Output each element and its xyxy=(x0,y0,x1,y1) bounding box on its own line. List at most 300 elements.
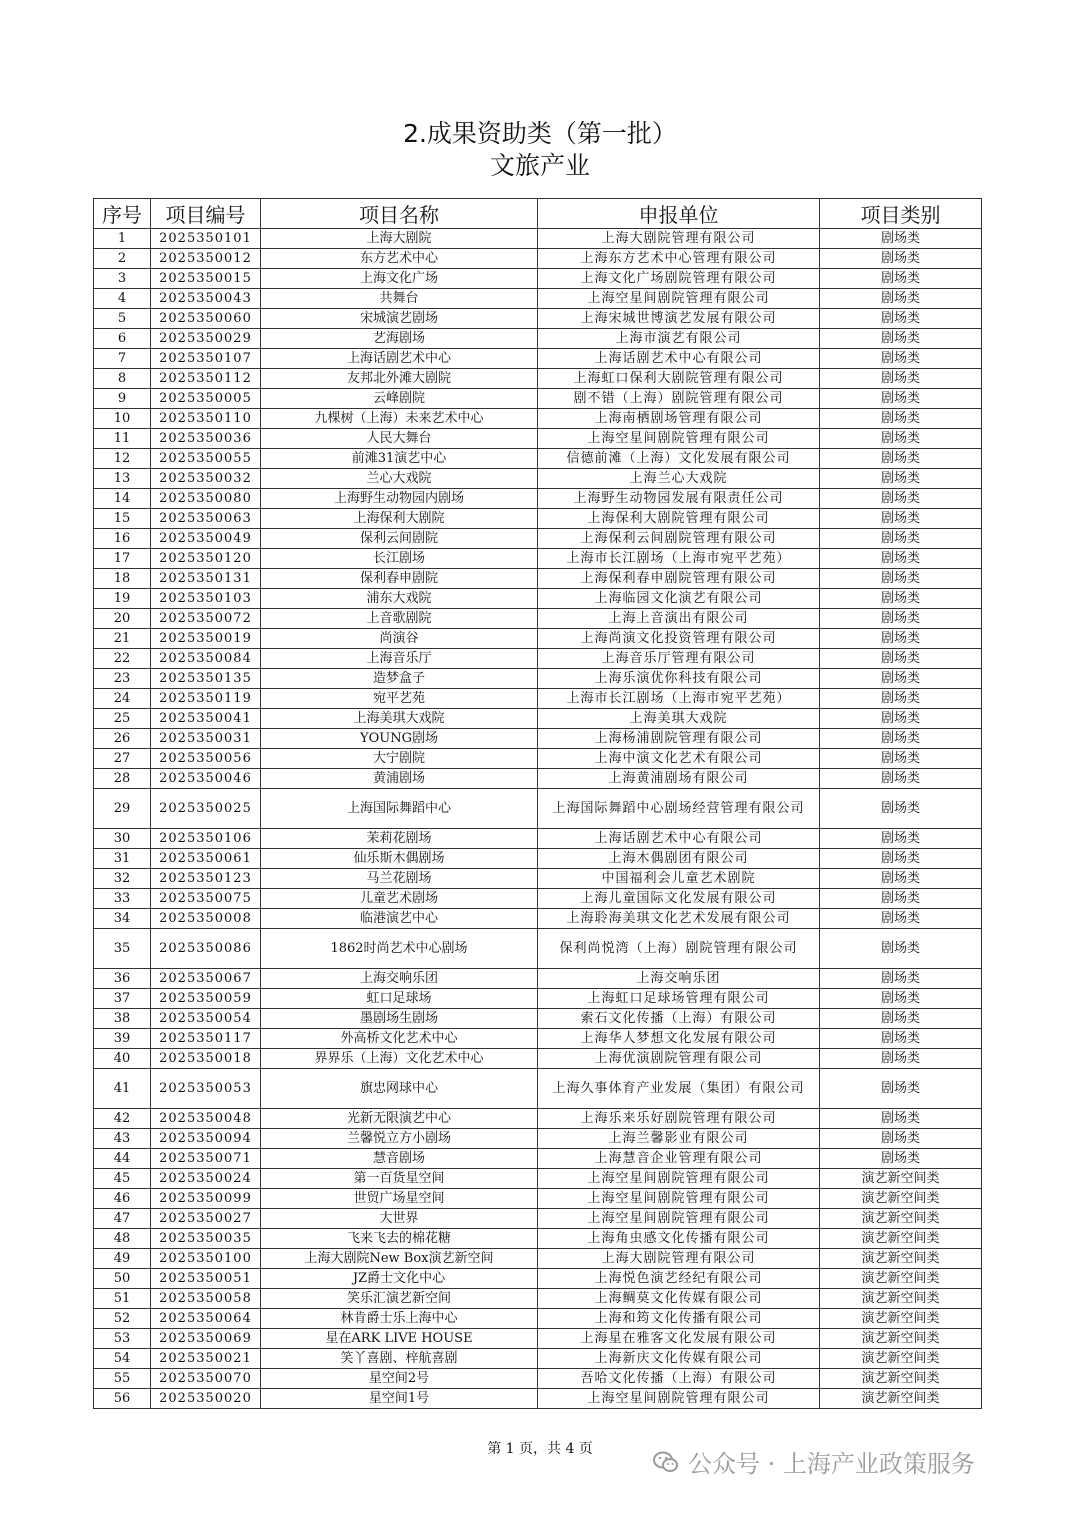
project-code: 2025350131 xyxy=(151,569,261,589)
table-row xyxy=(94,429,982,449)
applicant-unit: 上海乐演优你科技有限公司 xyxy=(538,669,820,689)
row-index: 13 xyxy=(94,469,151,489)
project-category: 演艺新空间类 xyxy=(820,1309,982,1329)
project-category: 剧场类 xyxy=(820,409,982,429)
project-code: 2025350018 xyxy=(151,1049,261,1069)
project-code: 2025350027 xyxy=(151,1209,261,1229)
project-category: 剧场类 xyxy=(820,1049,982,1069)
project-code: 2025350032 xyxy=(151,469,261,489)
applicant-unit: 上海野生动物园发展有限责任公司 xyxy=(538,489,820,509)
applicant-unit: 上海新庆文化传媒有限公司 xyxy=(538,1349,820,1369)
project-name: 茉莉花剧场 xyxy=(261,829,538,849)
project-code: 2025350041 xyxy=(151,709,261,729)
table-row xyxy=(94,509,982,529)
project-name: 上海话剧艺术中心 xyxy=(261,349,538,369)
project-category: 剧场类 xyxy=(820,429,982,449)
project-code: 2025350071 xyxy=(151,1149,261,1169)
applicant-unit: 上海市长江剧场（上海市宛平艺苑） xyxy=(538,689,820,709)
row-index: 4 xyxy=(94,289,151,309)
project-category: 剧场类 xyxy=(820,1109,982,1129)
project-name: 第一百货星空间 xyxy=(261,1169,538,1189)
applicant-unit: 上海话剧艺术中心有限公司 xyxy=(538,349,820,369)
project-name: 上海交响乐团 xyxy=(261,969,538,989)
project-category: 演艺新空间类 xyxy=(820,1269,982,1289)
project-category: 剧场类 xyxy=(820,529,982,549)
project-category: 剧场类 xyxy=(820,689,982,709)
project-name: 笑乐汇演艺新空间 xyxy=(261,1289,538,1309)
table-row xyxy=(94,689,982,709)
project-category: 演艺新空间类 xyxy=(820,1249,982,1269)
project-name: 保利云间剧院 xyxy=(261,529,538,549)
row-index: 51 xyxy=(94,1289,151,1309)
row-index: 5 xyxy=(94,309,151,329)
project-name: 界界乐（上海）文化艺术中心 xyxy=(261,1049,538,1069)
applicant-unit: 上海市长江剧场（上海市宛平艺苑） xyxy=(538,549,820,569)
column-header-index: 序号 xyxy=(94,199,151,229)
project-code: 2025350103 xyxy=(151,589,261,609)
project-name: 大宁剧院 xyxy=(261,749,538,769)
project-code: 2025350046 xyxy=(151,769,261,789)
applicant-unit: 上海临园文化演艺有限公司 xyxy=(538,589,820,609)
applicant-unit: 上海悦色演艺经纪有限公司 xyxy=(538,1269,820,1289)
project-name: 尚演谷 xyxy=(261,629,538,649)
project-name: 长江剧场 xyxy=(261,549,538,569)
table-row xyxy=(94,529,982,549)
row-index: 18 xyxy=(94,569,151,589)
project-name: 笑丫喜剧、梓航喜剧 xyxy=(261,1349,538,1369)
row-index: 39 xyxy=(94,1029,151,1049)
project-name: 仙乐斯木偶剧场 xyxy=(261,849,538,869)
project-code: 2025350075 xyxy=(151,889,261,909)
table-row xyxy=(94,569,982,589)
project-category: 演艺新空间类 xyxy=(820,1349,982,1369)
table-row xyxy=(94,909,982,929)
row-index: 42 xyxy=(94,1109,151,1129)
table-row xyxy=(94,1289,982,1309)
project-category: 剧场类 xyxy=(820,669,982,689)
table-row xyxy=(94,1229,982,1249)
project-category: 剧场类 xyxy=(820,249,982,269)
table-row xyxy=(94,629,982,649)
project-name: 儿童艺术剧场 xyxy=(261,889,538,909)
project-category: 剧场类 xyxy=(820,749,982,769)
table-row xyxy=(94,289,982,309)
project-category: 剧场类 xyxy=(820,1029,982,1049)
table-row xyxy=(94,1149,982,1169)
row-index: 34 xyxy=(94,909,151,929)
applicant-unit: 上海儿童国际文化发展有限公司 xyxy=(538,889,820,909)
project-category: 剧场类 xyxy=(820,349,982,369)
applicant-unit: 上海文化广场剧院管理有限公司 xyxy=(538,269,820,289)
project-name: 上海音乐厅 xyxy=(261,649,538,669)
applicant-unit: 上海空星间剧院管理有限公司 xyxy=(538,1189,820,1209)
table-row xyxy=(94,229,982,249)
project-category: 演艺新空间类 xyxy=(820,1369,982,1389)
applicant-unit: 上海星在雅客文化发展有限公司 xyxy=(538,1329,820,1349)
project-name: 上海大剧院 xyxy=(261,229,538,249)
row-index: 7 xyxy=(94,349,151,369)
project-name: 星在ARK LIVE HOUSE xyxy=(261,1329,538,1349)
table-row xyxy=(94,1329,982,1349)
row-index: 22 xyxy=(94,649,151,669)
row-index: 48 xyxy=(94,1229,151,1249)
applicant-unit: 上海乐来乐好剧院管理有限公司 xyxy=(538,1109,820,1129)
applicant-unit: 上海中演文化艺术有限公司 xyxy=(538,749,820,769)
project-category: 剧场类 xyxy=(820,929,982,969)
project-category: 剧场类 xyxy=(820,969,982,989)
project-category: 剧场类 xyxy=(820,469,982,489)
table-row xyxy=(94,1209,982,1229)
row-index: 1 xyxy=(94,229,151,249)
table-row xyxy=(94,549,982,569)
table-row xyxy=(94,489,982,509)
table-row xyxy=(94,649,982,669)
project-code: 2025350110 xyxy=(151,409,261,429)
applicant-unit: 上海大剧院管理有限公司 xyxy=(538,229,820,249)
project-code: 2025350099 xyxy=(151,1189,261,1209)
project-code: 2025350025 xyxy=(151,789,261,829)
row-index: 2 xyxy=(94,249,151,269)
row-index: 54 xyxy=(94,1349,151,1369)
project-category: 演艺新空间类 xyxy=(820,1289,982,1309)
project-name: 上海大剧院New Box演艺新空间 xyxy=(261,1249,538,1269)
table-row xyxy=(94,1249,982,1269)
applicant-unit: 上海兰馨影业有限公司 xyxy=(538,1129,820,1149)
row-index: 11 xyxy=(94,429,151,449)
project-code: 2025350061 xyxy=(151,849,261,869)
project-code: 2025350031 xyxy=(151,729,261,749)
project-name: 墨剧场生剧场 xyxy=(261,1009,538,1029)
project-code: 2025350107 xyxy=(151,349,261,369)
table-row xyxy=(94,1309,982,1329)
project-category: 演艺新空间类 xyxy=(820,1169,982,1189)
project-name: 大世界 xyxy=(261,1209,538,1229)
row-index: 31 xyxy=(94,849,151,869)
row-index: 53 xyxy=(94,1329,151,1349)
table-row xyxy=(94,389,982,409)
table-row xyxy=(94,1049,982,1069)
project-category: 剧场类 xyxy=(820,589,982,609)
document-title: 2.成果资助类（第一批） xyxy=(403,119,677,148)
project-name: 共舞台 xyxy=(261,289,538,309)
applicant-unit: 上海美琪大戏院 xyxy=(538,709,820,729)
row-index: 30 xyxy=(94,829,151,849)
project-category: 剧场类 xyxy=(820,649,982,669)
project-name: YOUNG剧场 xyxy=(261,729,538,749)
project-name: 友邦北外滩大剧院 xyxy=(261,369,538,389)
row-index: 46 xyxy=(94,1189,151,1209)
applicant-unit: 上海虹口保利大剧院管理有限公司 xyxy=(538,369,820,389)
project-name: 慧音剧场 xyxy=(261,1149,538,1169)
applicant-unit: 上海木偶剧团有限公司 xyxy=(538,849,820,869)
table-row xyxy=(94,349,982,369)
project-category: 剧场类 xyxy=(820,729,982,749)
applicant-unit: 上海市演艺有限公司 xyxy=(538,329,820,349)
project-code: 2025350049 xyxy=(151,529,261,549)
applicant-unit: 上海空星间剧院管理有限公司 xyxy=(538,429,820,449)
project-category: 剧场类 xyxy=(820,309,982,329)
row-index: 23 xyxy=(94,669,151,689)
project-name: 上海文化广场 xyxy=(261,269,538,289)
row-index: 45 xyxy=(94,1169,151,1189)
row-index: 16 xyxy=(94,529,151,549)
project-category: 剧场类 xyxy=(820,989,982,1009)
project-name: 东方艺术中心 xyxy=(261,249,538,269)
table-row xyxy=(94,969,982,989)
project-code: 2025350054 xyxy=(151,1009,261,1029)
project-name: 临港演艺中心 xyxy=(261,909,538,929)
row-index: 25 xyxy=(94,709,151,729)
watermark-text: 公众号 · 上海产业政策服务 xyxy=(688,1450,975,1478)
applicant-unit: 上海保利春申剧院管理有限公司 xyxy=(538,569,820,589)
project-name: 上海美琪大戏院 xyxy=(261,709,538,729)
row-index: 56 xyxy=(94,1389,151,1409)
project-code: 2025350059 xyxy=(151,989,261,1009)
table-row xyxy=(94,789,982,829)
applicant-unit: 上海慧音企业管理有限公司 xyxy=(538,1149,820,1169)
table-row xyxy=(94,1349,982,1369)
row-index: 15 xyxy=(94,509,151,529)
row-index: 17 xyxy=(94,549,151,569)
project-category: 演艺新空间类 xyxy=(820,1229,982,1249)
project-name: 飞来飞去的棉花糖 xyxy=(261,1229,538,1249)
project-name: 马兰花剧场 xyxy=(261,869,538,889)
table-row xyxy=(94,1009,982,1029)
project-category: 剧场类 xyxy=(820,389,982,409)
project-code: 2025350048 xyxy=(151,1109,261,1129)
project-category: 剧场类 xyxy=(820,1009,982,1029)
column-header-code: 项目编号 xyxy=(151,199,261,229)
project-code: 2025350101 xyxy=(151,229,261,249)
row-index: 8 xyxy=(94,369,151,389)
row-index: 44 xyxy=(94,1149,151,1169)
project-name: 宋城演艺剧场 xyxy=(261,309,538,329)
project-name: 星空间2号 xyxy=(261,1369,538,1389)
project-code: 2025350080 xyxy=(151,489,261,509)
project-category: 剧场类 xyxy=(820,909,982,929)
table-row xyxy=(94,709,982,729)
applicant-unit: 上海黄浦剧场有限公司 xyxy=(538,769,820,789)
project-category: 剧场类 xyxy=(820,289,982,309)
table-row xyxy=(94,1069,982,1109)
project-code: 2025350015 xyxy=(151,269,261,289)
table-row xyxy=(94,669,982,689)
applicant-unit: 上海华人梦想文化发展有限公司 xyxy=(538,1029,820,1049)
table-row xyxy=(94,769,982,789)
applicant-unit: 上海鲷莫文化传媒有限公司 xyxy=(538,1289,820,1309)
project-name: 上海保利大剧院 xyxy=(261,509,538,529)
project-code: 2025350021 xyxy=(151,1349,261,1369)
row-index: 36 xyxy=(94,969,151,989)
table-row xyxy=(94,889,982,909)
row-index: 52 xyxy=(94,1309,151,1329)
row-index: 3 xyxy=(94,269,151,289)
table-row xyxy=(94,829,982,849)
project-name: 光新无限演艺中心 xyxy=(261,1109,538,1129)
project-category: 演艺新空间类 xyxy=(820,1189,982,1209)
project-name: 人民大舞台 xyxy=(261,429,538,449)
table-row xyxy=(94,729,982,749)
project-code: 2025350100 xyxy=(151,1249,261,1269)
applicant-unit: 上海久事体育产业发展（集团）有限公司 xyxy=(538,1069,820,1109)
applicant-unit: 上海保利大剧院管理有限公司 xyxy=(538,509,820,529)
project-code: 2025350064 xyxy=(151,1309,261,1329)
table-row xyxy=(94,269,982,289)
project-name: 黄浦剧场 xyxy=(261,769,538,789)
applicant-unit: 上海东方艺术中心管理有限公司 xyxy=(538,249,820,269)
table-row xyxy=(94,249,982,269)
applicant-unit: 索石文化传播（上海）有限公司 xyxy=(538,1009,820,1029)
project-code: 2025350029 xyxy=(151,329,261,349)
table-row xyxy=(94,609,982,629)
project-code: 2025350024 xyxy=(151,1169,261,1189)
applicant-unit: 剧不错（上海）剧院管理有限公司 xyxy=(538,389,820,409)
project-code: 2025350035 xyxy=(151,1229,261,1249)
row-index: 20 xyxy=(94,609,151,629)
applicant-unit: 上海空星间剧院管理有限公司 xyxy=(538,289,820,309)
table-row xyxy=(94,929,982,969)
table-row xyxy=(94,1129,982,1149)
project-code: 2025350036 xyxy=(151,429,261,449)
project-category: 剧场类 xyxy=(820,869,982,889)
table-row xyxy=(94,849,982,869)
project-category: 剧场类 xyxy=(820,1069,982,1109)
applicant-unit: 上海话剧艺术中心有限公司 xyxy=(538,829,820,849)
table-row xyxy=(94,749,982,769)
project-name: 旗忠网球中心 xyxy=(261,1069,538,1109)
applicant-unit: 上海优演剧院管理有限公司 xyxy=(538,1049,820,1069)
project-category: 剧场类 xyxy=(820,1129,982,1149)
table-row xyxy=(94,1189,982,1209)
row-index: 10 xyxy=(94,409,151,429)
project-category: 剧场类 xyxy=(820,369,982,389)
project-code: 2025350067 xyxy=(151,969,261,989)
project-name: 1862时尚艺术中心剧场 xyxy=(261,929,538,969)
project-category: 剧场类 xyxy=(820,329,982,349)
table-header-row xyxy=(94,199,982,229)
table-row xyxy=(94,449,982,469)
project-name: 上海野生动物园内剧场 xyxy=(261,489,538,509)
project-category: 剧场类 xyxy=(820,769,982,789)
row-index: 27 xyxy=(94,749,151,769)
table-row xyxy=(94,589,982,609)
table-row xyxy=(94,1169,982,1189)
row-index: 32 xyxy=(94,869,151,889)
project-code: 2025350117 xyxy=(151,1029,261,1049)
applicant-unit: 保利尚悦湾（上海）剧院管理有限公司 xyxy=(538,929,820,969)
table-row xyxy=(94,309,982,329)
project-code: 2025350020 xyxy=(151,1389,261,1409)
table-row xyxy=(94,329,982,349)
project-code: 2025350069 xyxy=(151,1329,261,1349)
column-header-category: 项目类别 xyxy=(820,199,982,229)
row-index: 9 xyxy=(94,389,151,409)
project-category: 剧场类 xyxy=(820,889,982,909)
project-code: 2025350008 xyxy=(151,909,261,929)
project-name: 虹口足球场 xyxy=(261,989,538,1009)
applicant-unit: 上海尚演文化投资管理有限公司 xyxy=(538,629,820,649)
project-category: 剧场类 xyxy=(820,829,982,849)
project-category: 演艺新空间类 xyxy=(820,1329,982,1349)
table-row xyxy=(94,369,982,389)
row-index: 43 xyxy=(94,1129,151,1149)
project-name: 兰馨悦立方小剧场 xyxy=(261,1129,538,1149)
project-category: 剧场类 xyxy=(820,489,982,509)
row-index: 12 xyxy=(94,449,151,469)
project-name: 林肯爵士乐上海中心 xyxy=(261,1309,538,1329)
project-name: 艺海剧场 xyxy=(261,329,538,349)
column-header-name: 项目名称 xyxy=(261,199,538,229)
project-name: 造梦盒子 xyxy=(261,669,538,689)
applicant-unit: 上海虹口足球场管理有限公司 xyxy=(538,989,820,1009)
project-category: 剧场类 xyxy=(820,569,982,589)
project-category: 演艺新空间类 xyxy=(820,1389,982,1409)
applicant-unit: 吾哈文化传播（上海）有限公司 xyxy=(538,1369,820,1389)
project-name: 星空间1号 xyxy=(261,1389,538,1409)
applicant-unit: 中国福利会儿童艺术剧院 xyxy=(538,869,820,889)
applicant-unit: 上海和筠文化传播有限公司 xyxy=(538,1309,820,1329)
project-code: 2025350012 xyxy=(151,249,261,269)
project-code: 2025350086 xyxy=(151,929,261,969)
project-code: 2025350094 xyxy=(151,1129,261,1149)
project-code: 2025350070 xyxy=(151,1369,261,1389)
applicant-unit: 上海音乐厅管理有限公司 xyxy=(538,649,820,669)
row-index: 33 xyxy=(94,889,151,909)
project-name: 宛平艺苑 xyxy=(261,689,538,709)
row-index: 47 xyxy=(94,1209,151,1229)
applicant-unit: 上海空星间剧院管理有限公司 xyxy=(538,1209,820,1229)
applicant-unit: 上海宋城世博演艺发展有限公司 xyxy=(538,309,820,329)
applicant-unit: 上海杨浦剧院管理有限公司 xyxy=(538,729,820,749)
project-category: 剧场类 xyxy=(820,1149,982,1169)
applicant-unit: 信德前滩（上海）文化发展有限公司 xyxy=(538,449,820,469)
project-table xyxy=(93,198,982,1409)
applicant-unit: 上海上音演出有限公司 xyxy=(538,609,820,629)
table-row xyxy=(94,1269,982,1289)
project-category: 剧场类 xyxy=(820,709,982,729)
project-name: 九棵树（上海）未来艺术中心 xyxy=(261,409,538,429)
applicant-unit: 上海兰心大戏院 xyxy=(538,469,820,489)
wechat-icon xyxy=(652,1448,680,1476)
project-code: 2025350120 xyxy=(151,549,261,569)
project-code: 2025350051 xyxy=(151,1269,261,1289)
project-category: 剧场类 xyxy=(820,609,982,629)
project-name: 世贸广场星空间 xyxy=(261,1189,538,1209)
project-name: 上海国际舞蹈中心 xyxy=(261,789,538,829)
project-category: 剧场类 xyxy=(820,629,982,649)
project-category: 剧场类 xyxy=(820,849,982,869)
table-row xyxy=(94,469,982,489)
project-code: 2025350123 xyxy=(151,869,261,889)
row-index: 29 xyxy=(94,789,151,829)
table-row xyxy=(94,869,982,889)
row-index: 35 xyxy=(94,929,151,969)
project-name: 保利春申剧院 xyxy=(261,569,538,589)
project-name: 上音歌剧院 xyxy=(261,609,538,629)
project-name: JZ爵士文化中心 xyxy=(261,1269,538,1289)
row-index: 50 xyxy=(94,1269,151,1289)
row-index: 38 xyxy=(94,1009,151,1029)
applicant-unit: 上海保利云间剧院管理有限公司 xyxy=(538,529,820,549)
project-category: 演艺新空间类 xyxy=(820,1209,982,1229)
table-row xyxy=(94,1369,982,1389)
project-category: 剧场类 xyxy=(820,229,982,249)
project-code: 2025350055 xyxy=(151,449,261,469)
column-header-unit: 申报单位 xyxy=(538,199,820,229)
watermark xyxy=(652,1444,975,1479)
row-index: 41 xyxy=(94,1069,151,1109)
project-code: 2025350060 xyxy=(151,309,261,329)
